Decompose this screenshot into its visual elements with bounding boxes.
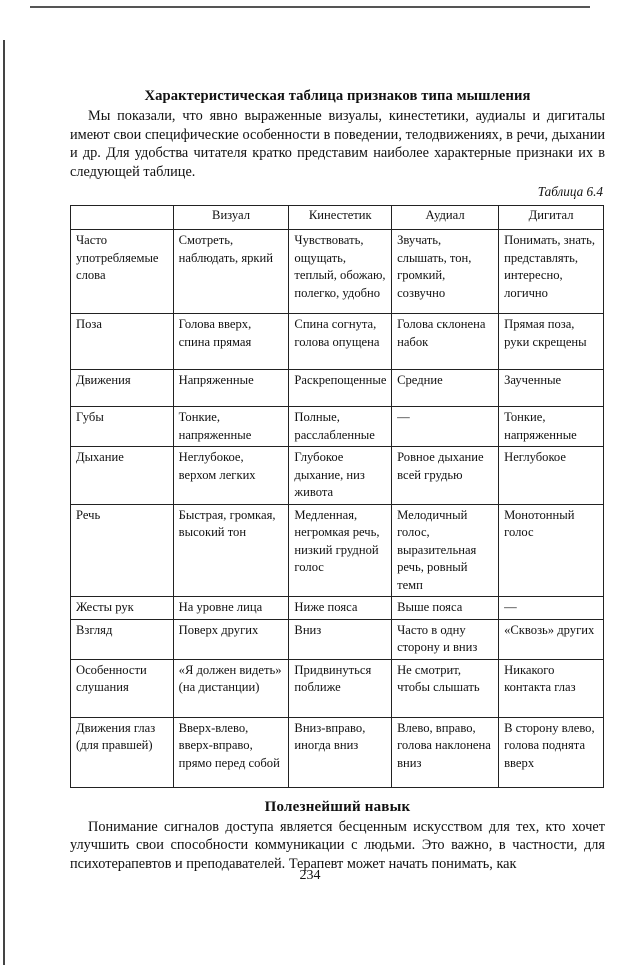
table-row bbox=[71, 659, 604, 717]
table-row bbox=[71, 504, 604, 597]
table-cell: Вверх-влево, вверх-вправо, прямо перед собой bbox=[173, 717, 289, 787]
table-cell: Часто в одну сторону и вниз bbox=[392, 619, 499, 659]
table-cell: — bbox=[499, 597, 604, 620]
table-cell: Напряженные bbox=[173, 370, 289, 407]
scan-edge-left bbox=[3, 40, 5, 965]
row-label-cell: Движения глаз (для правшей) bbox=[71, 717, 174, 787]
scan-edge-top bbox=[30, 6, 590, 8]
table-cell: Монотонный голос bbox=[499, 504, 604, 597]
table-cell: Понимать, знать, представлять, интересно, логично bbox=[499, 230, 604, 314]
table-cell: Неглубокое bbox=[499, 447, 604, 505]
row-label-cell: Движения bbox=[71, 370, 174, 407]
table-row bbox=[71, 314, 604, 370]
table-cell: Спина согнута, голова опущена bbox=[289, 314, 392, 370]
table-cell: Придвинуться поближе bbox=[289, 659, 392, 717]
table-cell: Поверх других bbox=[173, 619, 289, 659]
table-cell: Глубокое дыхание, низ живота bbox=[289, 447, 392, 505]
table-row bbox=[71, 370, 604, 407]
table-cell: Чувствовать, ощущать, теплый, обожаю, полегко, удобно bbox=[289, 230, 392, 314]
table-cell: Выше пояса bbox=[392, 597, 499, 620]
row-label-cell: Взгляд bbox=[71, 619, 174, 659]
closing-paragraph: Понимание сигналов доступа является бесценным искусством для тех, кто хочет улучшить свои способности коммуникации с людьми. Это важно, в частности, для психотерапевтов и преподавателей. Терапевт может начать понимать, как bbox=[70, 818, 605, 872]
table-cell: Тонкие, напряженные bbox=[173, 407, 289, 447]
table-row bbox=[71, 230, 604, 314]
table-cell: «Сквозь» других bbox=[499, 619, 604, 659]
table-cell: Не смотрит, чтобы слышать bbox=[392, 659, 499, 717]
table-row bbox=[71, 717, 604, 787]
table-cell: Ниже пояса bbox=[289, 597, 392, 620]
table-cell: Заученные bbox=[499, 370, 604, 407]
table-cell: Влево, вправо, голова наклонена вниз bbox=[392, 717, 499, 787]
table-cell: Звучать, слышать, тон, громкий, созвучно bbox=[392, 230, 499, 314]
table-row bbox=[71, 619, 604, 659]
table-body bbox=[71, 230, 604, 788]
header-cell: Аудиал bbox=[392, 206, 499, 230]
page-content bbox=[70, 88, 605, 873]
row-label-cell: Губы bbox=[71, 407, 174, 447]
table-cell: Голова склонена набок bbox=[392, 314, 499, 370]
table-cell: Неглубокое, верхом легких bbox=[173, 447, 289, 505]
header-cell bbox=[71, 206, 174, 230]
table-header-row bbox=[71, 206, 604, 230]
table-cell: Мелодичный голос, выразительная речь, ровный темп bbox=[392, 504, 499, 597]
table-cell: Быстрая, громкая, высокий тон bbox=[173, 504, 289, 597]
table-cell: Никакого контакта глаз bbox=[499, 659, 604, 717]
table-cell: Смотреть, наблюдать, яркий bbox=[173, 230, 289, 314]
table-row bbox=[71, 407, 604, 447]
table-cell: Ровное дыхание всей грудью bbox=[392, 447, 499, 505]
table-row bbox=[71, 597, 604, 620]
table-row bbox=[71, 447, 604, 505]
intro-paragraph: Мы показали, что явно выраженные визуалы, кинестетики, аудиалы и дигиталы имеют свои специфические особенности в поведении, телодвижениях, в речи, дыхании и др. Для удобства читателя кратко представим наиболее характерные признаки их в следующей таблице. bbox=[70, 108, 605, 180]
table-cell: «Я должен видеть» (на дистанции) bbox=[173, 659, 289, 717]
header-cell: Визуал bbox=[173, 206, 289, 230]
header-cell: Кинестетик bbox=[289, 206, 392, 230]
row-label-cell: Особенности слушания bbox=[71, 659, 174, 717]
row-label-cell: Речь bbox=[71, 504, 174, 597]
table-cell: Голова вверх, спина прямая bbox=[173, 314, 289, 370]
table-cell: Тонкие, напряженные bbox=[499, 407, 604, 447]
header-cell: Дигитал bbox=[499, 206, 604, 230]
row-label-cell: Жесты рук bbox=[71, 597, 174, 620]
table-cell: Полные, расслабленные bbox=[289, 407, 392, 447]
table-cell: На уровне лица bbox=[173, 597, 289, 620]
table-cell: Прямая поза, руки скрещены bbox=[499, 314, 604, 370]
table-cell: Раскрепощенные bbox=[289, 370, 392, 407]
table-caption: Таблица 6.4 bbox=[537, 184, 603, 199]
table-cell: Вниз-вправо, иногда вниз bbox=[289, 717, 392, 787]
table-cell: — bbox=[392, 407, 499, 447]
table-cell: В сторону влево, голова поднята вверх bbox=[499, 717, 604, 787]
table-cell: Медленная, негромкая речь, низкий грудной голос bbox=[289, 504, 392, 597]
table-heading: Характеристическая таблица признаков типа мышления bbox=[144, 88, 531, 104]
row-label-cell: Дыхание bbox=[71, 447, 174, 505]
section-title: Полезнейший навык bbox=[264, 798, 411, 815]
thinking-types-table bbox=[70, 205, 604, 788]
table-cell: Средние bbox=[392, 370, 499, 407]
row-label-cell: Поза bbox=[71, 314, 174, 370]
table-cell: Вниз bbox=[289, 619, 392, 659]
row-label-cell: Часто употребляемые слова bbox=[71, 230, 174, 314]
page-number: 234 bbox=[299, 868, 321, 883]
